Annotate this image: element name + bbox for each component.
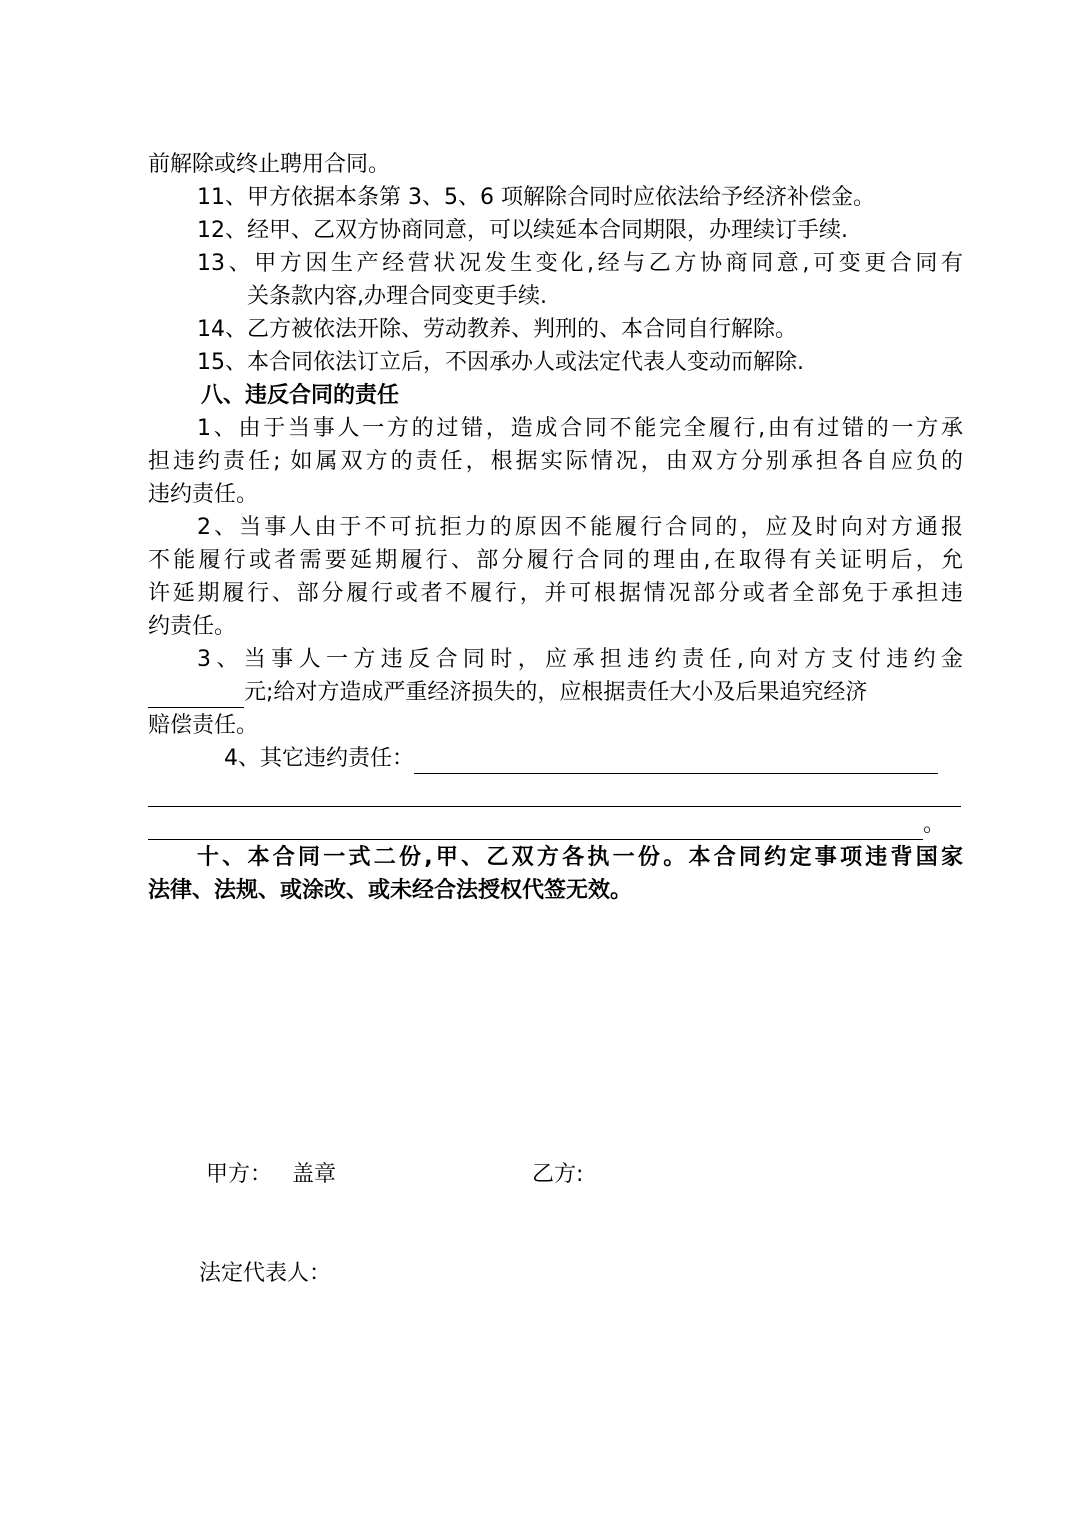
breach-clause-2-cont2: 许延期履行、部分履行或者不履行，并可根据情况部分或者全部免于承担违 xyxy=(148,581,963,606)
clause-13: 13、甲方因生产经营状况发生变化,经与乙方协商同意,可变更合同有 xyxy=(197,251,963,276)
section-heading-breach: 八、违反合同的责任 xyxy=(201,383,400,408)
breach-clause-2-cont: 不能履行或者需要延期履行、部分履行合同的理由,在取得有关证明后，允 xyxy=(148,548,963,573)
breach-clause-2: 2、当事人由于不可抗拒力的原因不能履行合同的，应及时向对方通报 xyxy=(197,515,963,540)
blank-line-end xyxy=(148,810,963,840)
breach-clause-1: 1、由于当事人一方的过错，造成合同不能完全履行,由有过错的一方承 xyxy=(197,416,963,441)
breach-clause-1-cont: 担违约责任; 如属双方的责任，根据实际情况，由双方分别承担各自应负的 xyxy=(148,449,963,474)
clause-11: 11、甲方依据本条第 3、5、6 项解除合同时应依法给予经济补偿金。 xyxy=(197,185,875,210)
breach-clause-3-end: 赔偿责任。 xyxy=(148,713,259,738)
breach-clause-2-end: 约责任。 xyxy=(148,614,237,639)
breach-clause-4-label: 4、其它违约责任： xyxy=(224,746,414,771)
clause-13-cont: 关条款内容,办理合同变更手续. xyxy=(247,284,547,309)
breach-clause-3-cont xyxy=(148,678,963,708)
clause-12: 12、经甲、乙双方协商同意，可以续延本合同期限，办理续订手续. xyxy=(197,218,848,243)
clause-14: 14、乙方被依法开除、劳动教养、判刑的、本合同自行解除。 xyxy=(197,317,797,342)
other-liability-blank-2[interactable] xyxy=(148,784,961,807)
breach-clause-1-end: 违约责任。 xyxy=(148,482,259,507)
penalty-amount-blank[interactable] xyxy=(148,685,244,708)
clause-15: 15、本合同依法订立后，不因承办人或法定代表人变动而解除. xyxy=(197,350,804,375)
period-mark: 。 xyxy=(923,812,946,837)
party-b-label: 乙方: xyxy=(532,1162,584,1187)
party-a-label: 甲方： xyxy=(206,1162,273,1187)
legal-rep-label: 法定代表人： xyxy=(199,1261,332,1286)
section-ten-cont: 法律、法规、或涂改、或未经合法授权代签无效。 xyxy=(148,878,633,903)
blank-line xyxy=(148,777,963,807)
breach-clause-3: 3、当事人一方违反合同时，应承担违约责任,向对方支付违约金 xyxy=(197,647,963,672)
other-liability-blank-1[interactable] xyxy=(414,751,938,774)
breach-clause-4 xyxy=(224,744,938,774)
party-a-seal: 盖章 xyxy=(292,1162,337,1187)
text-line: 前解除或终止聘用合同。 xyxy=(148,152,391,177)
breach-clause-3-cont-text: 元;给对方造成严重经济损失的，应根据责任大小及后果追究经济 xyxy=(244,680,868,705)
other-liability-blank-3[interactable] xyxy=(148,817,923,840)
section-ten: 十、本合同一式二份,甲、乙双方各执一份。本合同约定事项违背国家 xyxy=(197,845,963,870)
